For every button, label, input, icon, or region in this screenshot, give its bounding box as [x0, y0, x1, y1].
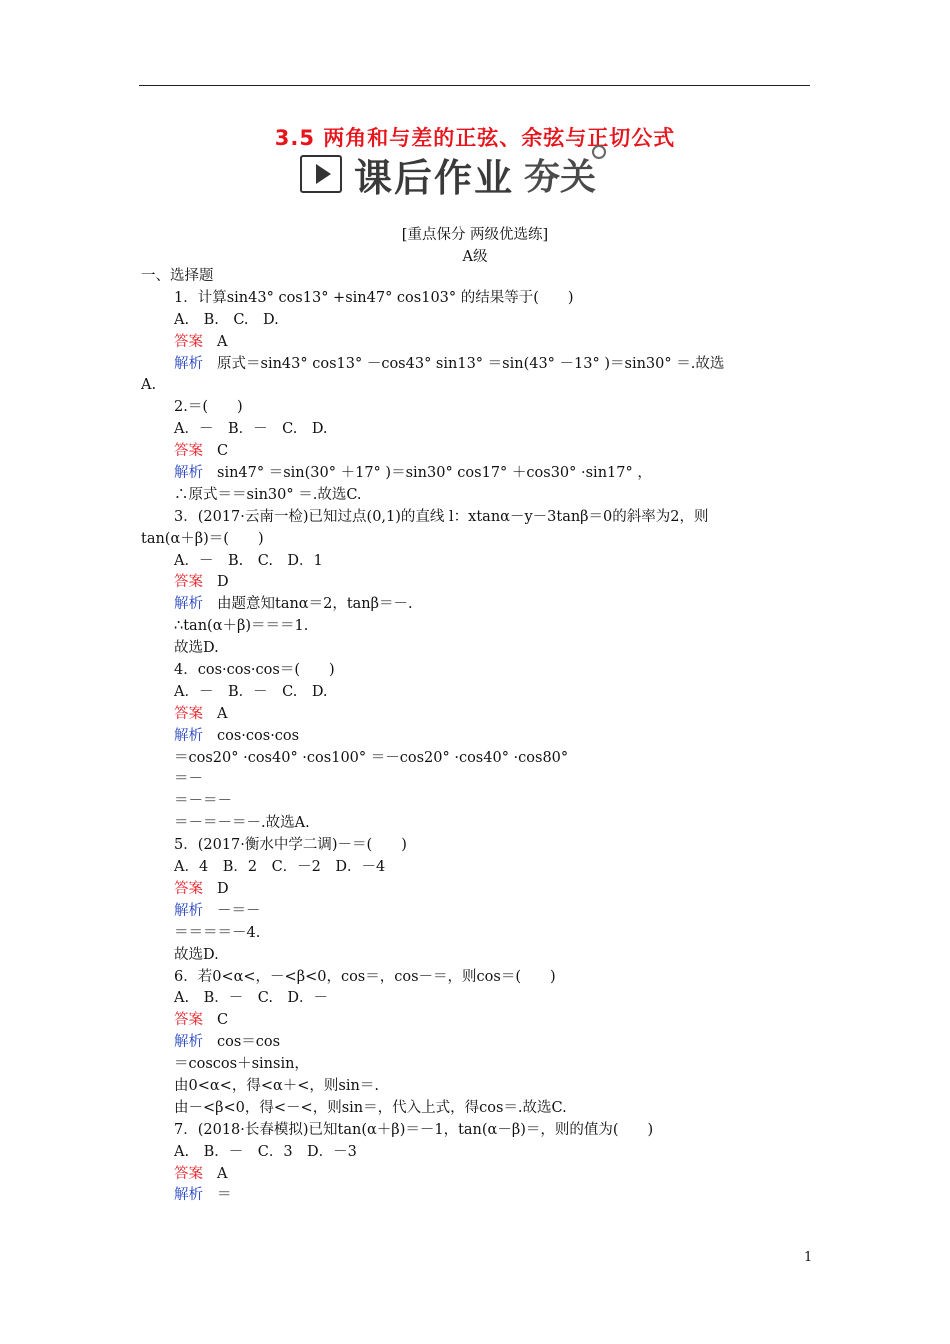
- line-text: A.: [141, 377, 157, 394]
- line-text: A: [217, 705, 228, 722]
- text-line: [141, 682, 811, 704]
- text-line: [141, 616, 811, 638]
- line-text: ＝: [217, 1187, 232, 1204]
- analysis-label: 解析: [174, 355, 203, 372]
- line-text: 原式＝sin43° cos13° －cos43° sin13° ＝sin(43° －13° )＝sin30° ＝.故选: [217, 355, 725, 372]
- text-line: [141, 1164, 811, 1186]
- text-line: [141, 310, 811, 332]
- line-text: A．－ B. C. D．1: [174, 552, 323, 569]
- text-line: [141, 332, 811, 354]
- text-line: [141, 813, 811, 835]
- line-text: 由题意知tanα＝2，tanβ＝－.: [217, 596, 413, 613]
- line-text: A: [217, 333, 228, 350]
- banner-logo: [524, 149, 596, 200]
- line-text: C: [217, 1012, 229, 1029]
- text-line: [141, 791, 811, 813]
- text-line: [141, 551, 811, 573]
- analysis-label: 解析: [174, 1034, 203, 1051]
- text-line: [141, 945, 811, 967]
- text-line: [141, 463, 811, 485]
- line-text: ＝cos20° ·cos40° ·cos100° ＝－cos20° ·cos40° ·cos80°: [174, 749, 569, 766]
- text-line: [141, 572, 811, 594]
- answer-label: 答案: [174, 443, 203, 460]
- line-text: 故选D.: [174, 946, 219, 963]
- line-text: 由0<α<，得<α＋<，则sin＝.: [174, 1077, 379, 1094]
- line-text: ＝－＝－: [174, 793, 232, 810]
- answer-label: 答案: [174, 1012, 203, 1029]
- text-line: [141, 923, 811, 945]
- line-text: C: [217, 443, 229, 460]
- text-line: [141, 967, 811, 989]
- line-text: ∴原式＝＝sin30° ＝.故选C.: [174, 486, 362, 503]
- analysis-label: 解析: [174, 465, 203, 482]
- line-text: 一、选择题: [141, 268, 214, 284]
- line-text: 5．(2017·衡水中学二调)－＝( ): [174, 837, 407, 854]
- text-line: [141, 266, 811, 288]
- analysis-label: 解析: [174, 902, 203, 919]
- text-line: [141, 594, 811, 616]
- line-text: 6．若0<α<，－<β<0，cos＝，cos－＝，则cos＝( ): [174, 968, 556, 985]
- line-text: sin47° ＝sin(30° ＋17° )＝sin30° cos17° ＋cos30° ·sin17° ，: [217, 465, 652, 482]
- line-text: tan(α＋β)＝( ): [141, 530, 264, 547]
- logo-badge-icon: [592, 145, 606, 159]
- text-line: [141, 1120, 811, 1142]
- text-line: [141, 419, 811, 441]
- text-line: [141, 726, 811, 748]
- text-line: [141, 748, 811, 770]
- line-text: ＝－＝－＝－.故选A.: [174, 815, 310, 832]
- line-text: 4．cos·cos·cos＝( ): [174, 662, 335, 679]
- text-line: [141, 1032, 811, 1054]
- line-text: 故选D.: [174, 640, 219, 657]
- play-icon: [300, 155, 342, 193]
- banner-text: 课后作业: [354, 155, 515, 200]
- line-text: A. B. C. D.: [174, 311, 279, 328]
- text-line: [141, 1185, 811, 1207]
- line-text: A. B．－ C．3 D．－3: [174, 1143, 357, 1160]
- text-line: [141, 879, 811, 901]
- exercise-content: [141, 266, 811, 1207]
- line-text: A．－ B．－ C. D.: [174, 421, 328, 438]
- text-line: [141, 1098, 811, 1120]
- text-line: [141, 638, 811, 660]
- header-rule: [139, 85, 810, 86]
- section-title: 3.5 两角和与差的正弦、余弦与正切公式: [274, 126, 676, 150]
- line-text: ＝coscos＋sinsin，: [174, 1056, 309, 1073]
- text-line: [141, 397, 811, 419]
- answer-label: 答案: [174, 574, 203, 591]
- homework-banner: [300, 150, 596, 198]
- line-text: 3．(2017·云南一检)已知过点(0,1)的直线 l：xtanα－y－3tanβ＝0的斜率为2，则: [174, 508, 709, 525]
- text-line: [141, 288, 811, 310]
- text-line: [141, 441, 811, 463]
- text-line: [141, 375, 811, 397]
- text-line: [141, 1142, 811, 1164]
- line-text: ∴tan(α＋β)＝＝＝1.: [174, 618, 309, 635]
- text-line: [141, 1010, 811, 1032]
- analysis-label: 解析: [174, 727, 203, 744]
- line-text: A: [217, 1165, 228, 1182]
- answer-label: 答案: [174, 705, 203, 722]
- text-line: [141, 988, 811, 1010]
- line-text: A．－ B．－ C. D.: [174, 683, 328, 700]
- line-text: ＝＝＝＝－4.: [174, 924, 261, 941]
- line-text: D: [217, 574, 229, 591]
- line-text: －＝－: [217, 902, 261, 919]
- line-text: 2.＝( ): [174, 399, 243, 416]
- text-line: [141, 507, 811, 529]
- line-text: A．4 B．2 C．－2 D．－4: [174, 859, 386, 876]
- line-text: 7．(2018·长春模拟)已知tan(α＋β)＝－1，tan(α－β)＝，则的值为( ): [174, 1121, 654, 1138]
- text-line: [141, 660, 811, 682]
- line-text: D: [217, 880, 229, 897]
- answer-label: 答案: [174, 333, 203, 350]
- text-line: [141, 485, 811, 507]
- level-heading: A级: [462, 249, 488, 265]
- answer-label: 答案: [174, 880, 203, 897]
- text-line: [141, 529, 811, 551]
- line-text: cos＝cos: [217, 1034, 281, 1051]
- text-line: [141, 1054, 811, 1076]
- line-text: 由－<β<0，得<－<，则sin＝，代入上式，得cos＝.故选C.: [174, 1099, 567, 1116]
- text-line: [141, 835, 811, 857]
- answer-label: 答案: [174, 1165, 203, 1182]
- line-text: cos·cos·cos: [217, 727, 300, 744]
- analysis-label: 解析: [174, 1187, 203, 1204]
- text-line: [141, 857, 811, 879]
- line-text: 1．计算sin43° cos13° +sin47° cos103° 的结果等于( ): [174, 289, 574, 306]
- practice-subtitle: [重点保分 两级优选练]: [401, 227, 549, 243]
- text-line: [141, 901, 811, 923]
- text-line: [141, 769, 811, 791]
- line-text: A. B．－ C. D．－: [174, 990, 329, 1007]
- text-line: [141, 354, 811, 376]
- banner-logo-text: 夯关: [524, 156, 597, 198]
- text-line: [141, 1076, 811, 1098]
- line-text: ＝－: [174, 771, 203, 788]
- text-line: [141, 704, 811, 726]
- analysis-label: 解析: [174, 596, 203, 613]
- page-number: 1: [804, 1250, 813, 1265]
